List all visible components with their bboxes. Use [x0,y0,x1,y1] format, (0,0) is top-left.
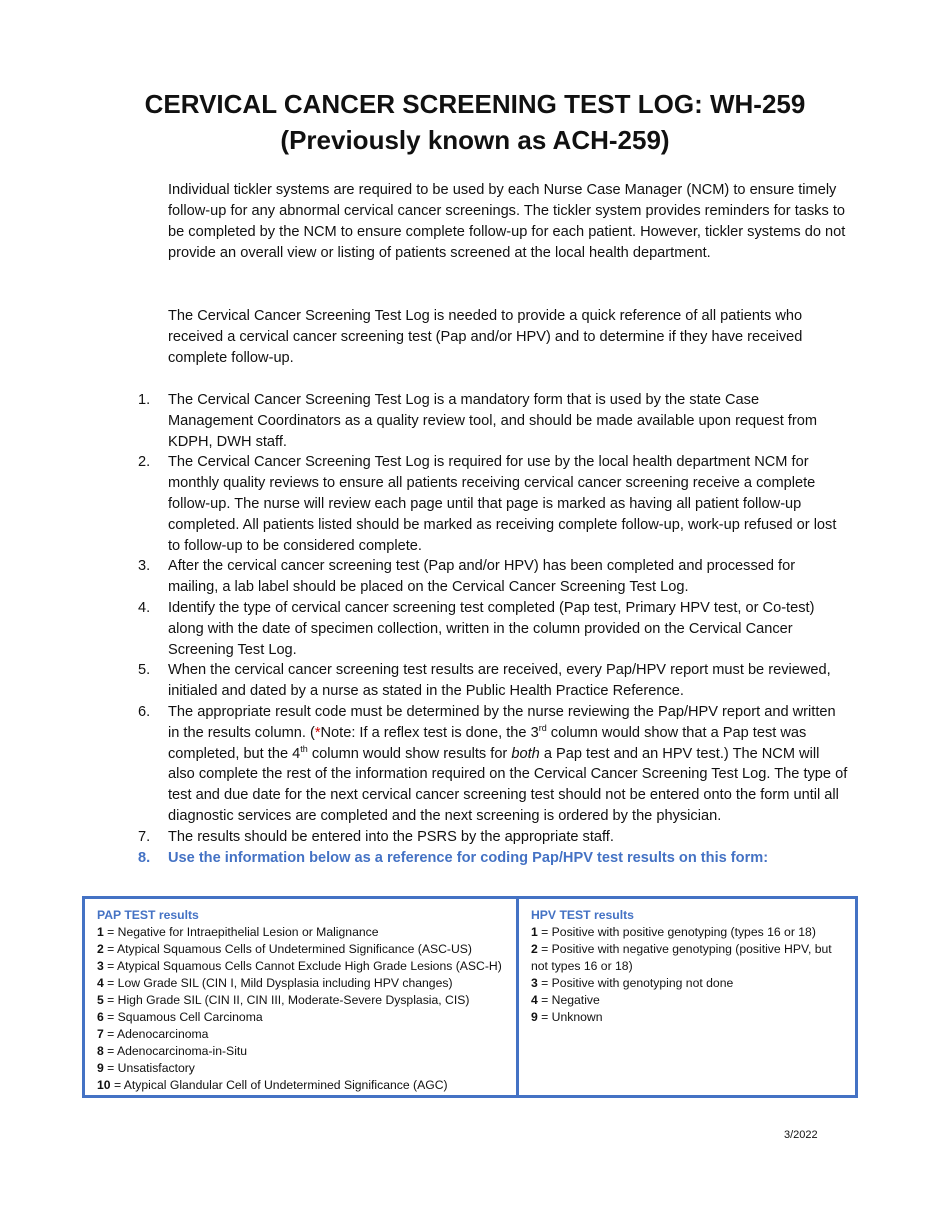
result-code: 6 [97,1010,104,1024]
code-row [531,941,843,975]
hpv-code-list [531,924,843,1026]
superscript: th [300,743,308,754]
list-text: When the cervical cancer screening test results are received, every Pap/HPV report must be reviewed, initialed and dated by a nurse as stated in the Public Health Practice Reference. [168,662,831,700]
result-description: = Negative for Intraepithelial Lesion or Malignance [103,925,379,939]
text-segment: The appropriate result code must be determined by the nurse reviewing the Pap/HPV report and written in the results column. ( [168,703,836,741]
code-row [97,992,504,1009]
list-text: The Cervical Cancer Screening Test Log is a mandatory form that is used by the state Case Management Coordinators as a quality review tool, and should be made available upon request from KDPH, DWH staff. [168,392,817,450]
title-line-2: (Previously known as ACH-259) [280,125,670,155]
code-row [531,975,843,992]
result-code: 8 [97,1044,104,1058]
list-number: 1. [138,392,151,408]
list-number: 2. [138,454,151,471]
code-row [531,992,843,1009]
list-item [138,848,848,869]
list-text: The results should be entered into the PSRS by the appropriate staff. [168,828,614,845]
instruction-list [138,390,848,868]
list-number: 6. [138,703,151,720]
text-segment: column would show that a Pap test was completed, but the 4 [168,724,807,762]
result-description: = Positive with positive genotyping (types 16 or 18) [537,925,816,939]
result-code: 7 [97,1027,104,1041]
result-codes-box [82,896,858,1098]
title-line-1: CERVICAL CANCER SCREENING TEST LOG: WH-259 [144,89,806,119]
text-segment: Note: If a reflex test is done, the 3 [320,724,539,741]
result-description: = Atypical Squamous Cells of Undetermined Significance (ASC-US) [103,942,472,956]
list-item [138,660,848,702]
document-title [0,86,950,158]
result-code: 3 [531,976,538,990]
result-description: = Positive with genotyping not done [537,976,734,990]
hpv-results-column [519,899,855,1095]
result-description: = Atypical Glandular Cell of Undetermined Significance (AGC) [110,1078,448,1092]
result-code: 10 [97,1078,111,1092]
result-code: 2 [97,942,104,956]
result-description: = Low Grade SIL (CIN I, Mild Dysplasia including HPV changes) [103,976,453,990]
result-description: = High Grade SIL (CIN II, CIN III, Moderate-Severe Dysplasia, CIS) [103,993,470,1007]
result-description: = Adenocarcinoma-in-Situ [103,1044,248,1058]
list-item [138,827,848,848]
text-segment: a Pap test and an HPV test.) The NCM will also complete the rest of the information required on the Cervical Cancer Screening Test Log. The type of test and due date for the next cervical cancer screening test should not be entered onto the form until all diagnostic services are completed and the next screening is ordered by the physician. [168,745,848,824]
list-item [138,702,848,827]
list-number: 3. [138,558,151,575]
result-code: 1 [531,925,538,939]
result-code: 9 [97,1061,104,1075]
code-row [97,924,504,941]
text-segment: column would show results for [307,745,512,762]
note-asterisk: * [314,724,321,741]
code-row [97,1043,504,1060]
list-text: After the cervical cancer screening test (Pap and/or HPV) has been completed and processed for mailing, a lab label should be placed on the Cervical Cancer Screening Test Log. [168,558,796,596]
hpv-results-heading: HPV TEST results [531,908,634,922]
result-code: 4 [97,976,104,990]
code-row [97,1009,504,1026]
code-row [531,1009,843,1026]
code-row [97,975,504,992]
list-item [138,390,848,452]
emphasis: both [511,745,540,762]
result-description: = Unknown [537,1010,603,1024]
list-number: 5. [138,662,151,679]
list-item [138,598,848,660]
list-text: Identify the type of cervical cancer screening test completed (Pap test, Primary HPV test, or Co-test) along with the date of specimen collection, written in the column provided on the Cervical Cancer Screening Test Log. [168,599,815,658]
result-code: 3 [97,959,104,973]
result-description: = Negative [537,993,600,1007]
superscript: rd [538,722,547,733]
list-text: The Cervical Cancer Screening Test Log is required for use by the local health department NCM for monthly quality reviews to ensure all patients receiving cervical cancer screening receive a complete follow-up. The nurse will review each page until that page is marked as having all patient follow-up completed. All patients listed should be marked as receiving complete follow-up, work-up refused or lost to follow-up to be considered complete. [168,454,837,554]
intro-paragraph-1: Individual tickler systems are required to be used by each Nurse Case Manager (NCM) to ensure timely follow-up for any abnormal cervical cancer screenings. The tickler system provides reminders for tasks to be completed by the NCM to ensure complete follow-up for each patient. However, tickler systems do not provide an overall view or listing of patients screened at the local health department. [168,182,846,261]
result-description: = Positive with negative genotyping (positive HPV, but not types 16 or 18) [531,942,832,973]
list-item [138,556,848,598]
result-code: 9 [531,1010,538,1024]
code-row [97,1060,504,1077]
result-description: = Squamous Cell Carcinoma [103,1010,263,1024]
list-text [168,704,847,824]
result-code: 2 [531,942,538,956]
result-code: 4 [531,993,538,1007]
code-row [531,924,843,941]
list-number: 4. [138,599,151,616]
code-row [97,941,504,958]
code-row [97,958,504,975]
pap-results-heading: PAP TEST results [97,908,199,922]
result-code: 1 [97,925,104,939]
result-code: 5 [97,993,104,1007]
pap-code-list [97,924,504,1094]
result-description: = Adenocarcinoma [103,1027,209,1041]
intro-paragraph-2: The Cervical Cancer Screening Test Log is needed to provide a quick reference of all patients who received a cervical cancer screening test (Pap and/or HPV) and to determine if they have received complete follow-up. [168,308,803,366]
revision-date: 3/2022 [784,1129,818,1141]
pap-results-column [85,899,519,1095]
list-number: 8. [138,849,151,866]
list-text: Use the information below as a reference for coding Pap/HPV test results on this form: [168,849,769,866]
result-description: = Atypical Squamous Cells Cannot Exclude High Grade Lesions (ASC-H) [103,959,502,973]
code-row [97,1077,504,1094]
list-number: 7. [138,828,151,845]
result-description: = Unsatisfactory [103,1061,195,1075]
code-row [97,1026,504,1043]
list-item [138,452,848,556]
